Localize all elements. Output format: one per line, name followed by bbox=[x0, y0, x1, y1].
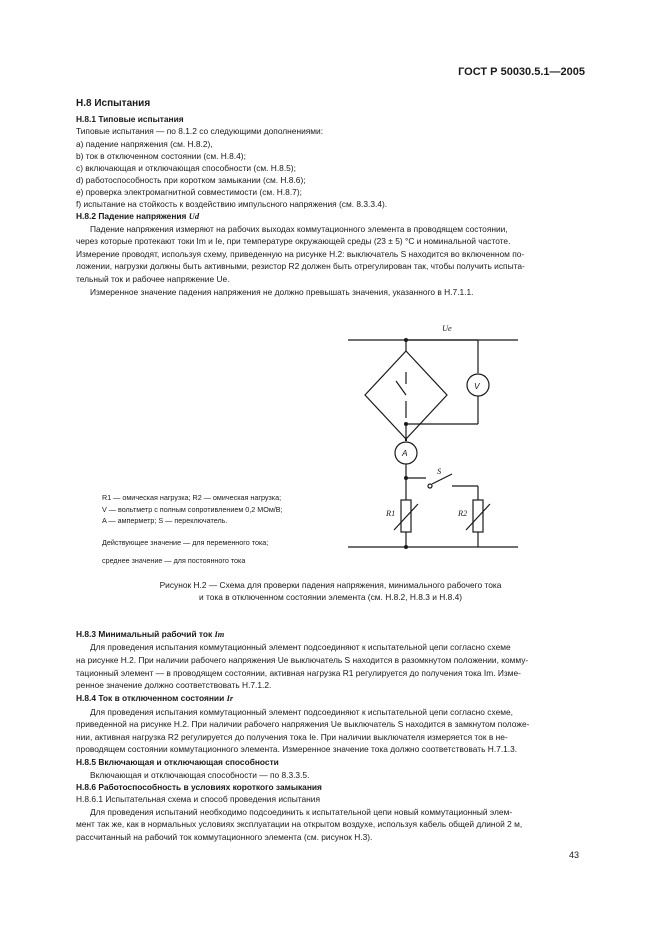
subsection-title: Н.8.3 Минимальный рабочий ток Im bbox=[76, 629, 225, 639]
paragraph-line: Для проведения испытания коммутационный элемент подсоединяют к испытательной цепи согласно схеме, bbox=[90, 707, 513, 717]
switch-contact-left bbox=[428, 484, 432, 488]
paragraph-line: рассчитанный на рабочий ток коммутационного элемента (см. рисунок Н.3). bbox=[76, 832, 373, 842]
paragraph-line: Для проведения испытаний необходимо подсоединить к испытательной цепи новый коммутационный элем- bbox=[90, 807, 513, 817]
subsection-title: Н.8.5 Включающая и отключающая способности bbox=[76, 757, 279, 767]
subsection-title: Н.8.4 Ток в отключенном состоянии Ir bbox=[76, 693, 234, 703]
legend-line: R1 — омическая нагрузка; R2 — омическая нагрузка; bbox=[102, 493, 282, 502]
paragraph-line: Измерение проводят, используя схему, приведенную на рисунке Н.2: выключатель S находится во включенном по- bbox=[76, 249, 525, 259]
paragraph-line: тельный ток и рабочее напряжение Ue. bbox=[76, 274, 230, 284]
paragraph-line: нии, активная нагрузка R2 регулируется до получения тока Ie. При наличии выключателя измеряется ток в не- bbox=[76, 732, 508, 742]
subsubsection-title: Н.8.6.1 Испытательная схема и способ проведения испытания bbox=[76, 794, 320, 804]
voltmeter-label: V bbox=[474, 381, 480, 391]
r2-label: R2 bbox=[458, 509, 468, 518]
figure-caption-line: Рисунок Н.2 — Схема для проверки падения напряжения, минимального рабочего тока bbox=[159, 580, 502, 590]
list-item: e) проверка электромагнитной совместимости (см. Н.8.7); bbox=[76, 187, 302, 197]
subsection-title: Н.8.2 Падение напряжения Ud bbox=[76, 211, 200, 221]
paragraph-line: мент так же, как в нормальных условиях эксплуатации на открытом воздухе, используя кабель общей длиной 2 м, bbox=[76, 819, 523, 829]
paragraph-line: ложении, нагрузки должны быть активными, резистор R2 должен быть отрегулирован так, чтобы получить испыта- bbox=[76, 261, 525, 271]
subsection-title: Н.8.6 Работоспособность в условиях короткого замыкания bbox=[76, 782, 322, 792]
page-number: 43 bbox=[568, 850, 579, 860]
list-item: a) падение напряжения (см. Н.8.2), bbox=[76, 139, 213, 149]
note-line: среднее значение — для постоянного тока bbox=[102, 556, 246, 565]
ue-label: Ue bbox=[442, 324, 452, 333]
paragraph-line: Падение напряжения измеряют на рабочих выходах коммутационного элемента в проводящем состоянии, bbox=[90, 224, 508, 234]
ammeter-label: A bbox=[402, 448, 408, 458]
paragraph-line: проводящем состоянии коммутационного элемента. Измеренное значение тока должно соответствовать Н.7.1.3. bbox=[76, 744, 518, 754]
list-item: c) включающая и отключающая способности (см. Н.8.5); bbox=[76, 163, 296, 173]
paragraph-line: Для проведения испытания коммутационный элемент подсоединяют к испытательной цепи согласно схеме bbox=[90, 642, 511, 652]
paragraph-line: через которые протекают токи Im и Ie, при температуре окружающей среды (23 ± 5) °С и номинальной частоте. bbox=[76, 236, 511, 246]
paragraph-line: Измеренное значение падения напряжения не должно превышать значения, указанного в Н.7.1.1. bbox=[90, 287, 474, 297]
subsection-title: Н.8.1 Типовые испытания bbox=[76, 114, 184, 124]
paragraph-line: Типовые испытания — по 8.1.2 со следующими дополнениями: bbox=[76, 126, 324, 136]
list-item: d) работоспособность при коротком замыкании (см. Н.8.6); bbox=[76, 175, 306, 185]
note-line: Действующее значение — для переменного тока; bbox=[102, 538, 269, 547]
legend-line: V — вольтметр с полным сопротивлением 0,2 МОм/В; bbox=[102, 505, 283, 514]
figure-caption-line: и тока в отключенном состоянии элемента (см. Н.8.2, Н.8.3 и Н.8.4) bbox=[198, 592, 463, 602]
paragraph-line: Включающая и отключающая способности — по 8.3.3.5. bbox=[90, 770, 310, 780]
switch-label: S bbox=[437, 467, 442, 476]
paragraph-line: ренное значение должно соответствовать Н.7.1.2. bbox=[76, 680, 272, 690]
paragraph-line: приведенной на рисунке Н.2. При наличии рабочего напряжения Ue выключатель S находится в замкнутом положе- bbox=[76, 719, 530, 729]
r1-label: R1 bbox=[386, 509, 396, 518]
document-standard-number: ГОСТ Р 50030.5.1—2005 bbox=[458, 66, 585, 78]
paragraph-line: на рисунке Н.2. При наличии рабочего напряжения Ue выключатель S находится в разомкнутом положении, комму- bbox=[76, 655, 529, 665]
paragraph-line: тационный элемент — в проводящем состоянии, активная нагрузка R1 регулируется до получения тока Im. Изме- bbox=[76, 668, 521, 678]
legend-line: A — амперметр; S — переключатель. bbox=[102, 516, 228, 525]
list-item: b) ток в отключенном состоянии (см. Н.8.4); bbox=[76, 151, 246, 161]
list-item: f) испытание на стойкость к воздействию импульсного напряжения (см. 8.3.3.4). bbox=[76, 199, 388, 209]
section-title: Н.8 Испытания bbox=[76, 98, 151, 109]
